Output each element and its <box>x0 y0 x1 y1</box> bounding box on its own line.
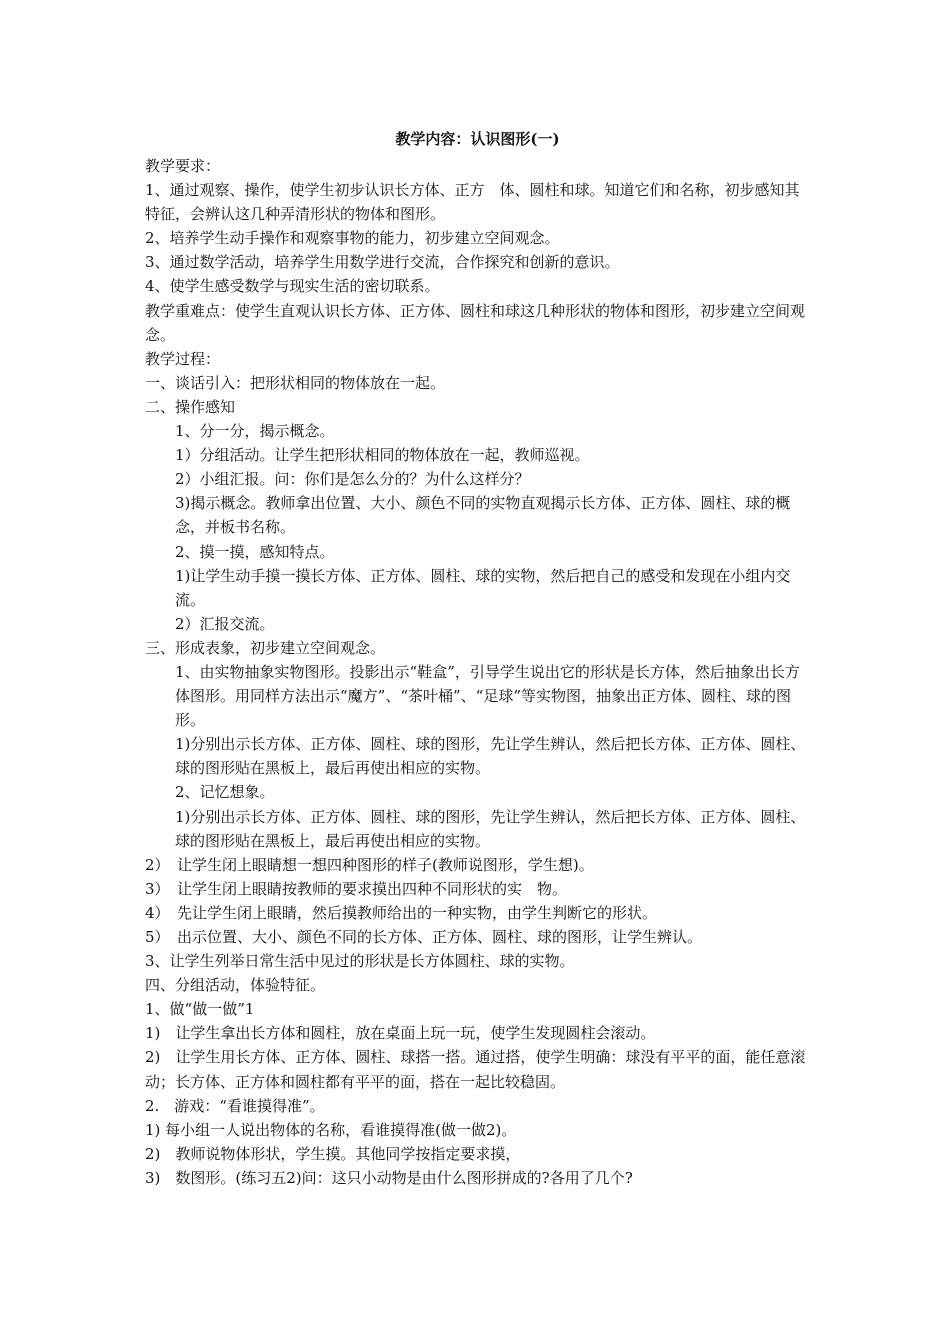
lesson-plan-body <box>145 127 810 1190</box>
text-line: 1) 让学生拿出长方体和圆柱，放在桌面上玩一玩，使学生发现圆柱会滚动。 <box>145 1024 656 1043</box>
text-line: 3、通过数学活动，培养学生用数学进行交流，合作探究和创新的意识。 <box>145 253 620 272</box>
text-line: 1)分别出示长方体、正方体、圆柱、球的图形，先让学生辨认，然后把长方体、正方体、圆柱、球的图形贴在黑板上，最后再使出相应的实物。 <box>175 807 806 850</box>
text-line: 1) 每小组一人说出物体的名称，看谁摸得准(做一做2)。 <box>145 1120 517 1139</box>
lesson-text <box>145 154 810 1190</box>
text-line: 4、使学生感受数学与现实生活的密切联系。 <box>145 277 440 296</box>
text-line: 1、通过观察、操作，使学生初步认识长方体、正方 体、圆柱和球。知道它们和名称，初步感知其特征，会辨认这几种弄清形状的物体和图形。 <box>145 181 800 224</box>
text-line: 2、记忆想象。 <box>175 783 275 802</box>
text-line: 2、摸一摸，感知特点。 <box>175 542 335 561</box>
text-line: 教学要求： <box>145 157 221 175</box>
text-line: 2. 游戏：“看谁摸得准”。 <box>145 1096 325 1115</box>
text-line: 1)分别出示长方体、正方体、圆柱、球的图形，先让学生辨认，然后把长方体、正方体、圆柱、球的图形贴在黑板上，最后再使出相应的实物。 <box>175 735 806 778</box>
text-line: 3) 数图形。(练习五2)问：这只小动物是由什么图形拼成的?各用了几个? <box>145 1168 633 1187</box>
text-line: 1、做“做一做”1 <box>145 1000 255 1019</box>
page-title: 教学内容：认识图形(一) <box>395 130 560 148</box>
text-line: 二、操作感知 <box>145 397 236 416</box>
text-line: 一、谈话引入：把形状相同的物体放在一起。 <box>145 373 446 392</box>
text-line: 1)让学生动手摸一摸长方体、正方体、圆柱、球的实物，然后把自己的感受和发现在小组内交流。 <box>175 566 791 609</box>
text-line: 2）汇报交流。 <box>175 614 275 633</box>
text-line: 2、培养学生动手操作和观察事物的能力，初步建立空间观念。 <box>145 229 560 248</box>
text-line: 3） 让学生闭上眼睛按教师的要求摸出四种不同形状的实 物。 <box>145 879 568 898</box>
text-line: 3)揭示概念。教师拿出位置、大小、颜色不同的实物直观揭示长方体、正方体、圆柱、球的概念，并板书名称。 <box>175 494 791 537</box>
text-line: 1）分组活动。让学生把形状相同的物体放在一起，教师巡视。 <box>175 446 590 465</box>
text-line: 2) 教师说物体形状，学生摸。其他同学按指定要求摸， <box>145 1144 521 1163</box>
text-line: 教学重难点：使学生直观认识长方体、正方体、圆柱和球这几种形状的物体和图形，初步建立空间观念。 <box>145 301 806 344</box>
text-line: 2）小组汇报。问：你们是怎么分的？为什么这样分？ <box>175 470 530 489</box>
text-line: 3、让学生列举日常生活中见过的形状是长方体圆柱、球的实物。 <box>145 952 575 971</box>
text-line: 4） 先让学生闭上眼睛，然后摸教师给出的一种实物，由学生判断它的形状。 <box>145 903 658 922</box>
text-line: 四、分组活动，体验特征。 <box>145 976 326 995</box>
text-line: 教学过程： <box>145 349 221 368</box>
text-line: 5） 出示位置、大小、颜色不同的长方体、正方体、圆柱、球的图形，让学生辨认。 <box>145 928 703 946</box>
text-line: 2) 让学生用长方体、正方体、圆柱、球搭一搭。通过搭，使学生明确：球没有平平的面，能任意滚动；长方体、正方体和圆柱都有平平的面，搭在一起比较稳固。 <box>145 1048 806 1091</box>
text-line: 三、形成表象，初步建立空间观念。 <box>145 638 386 657</box>
text-line: 1、由实物抽象实物图形。投影出示“鞋盒”，引导学生说出它的形状是长方体，然后抽象出长方体图形。用同样方法出示“魔方”、“茶叶桶”、“足球”等实物图，抽象出正方体、圆柱、球的图形。 <box>175 662 800 730</box>
text-line: 2） 让学生闭上眼睛想一想四种图形的样子(教师说图形，学生想)。 <box>145 855 594 874</box>
text-line: 1、分一分，揭示概念。 <box>175 422 335 441</box>
